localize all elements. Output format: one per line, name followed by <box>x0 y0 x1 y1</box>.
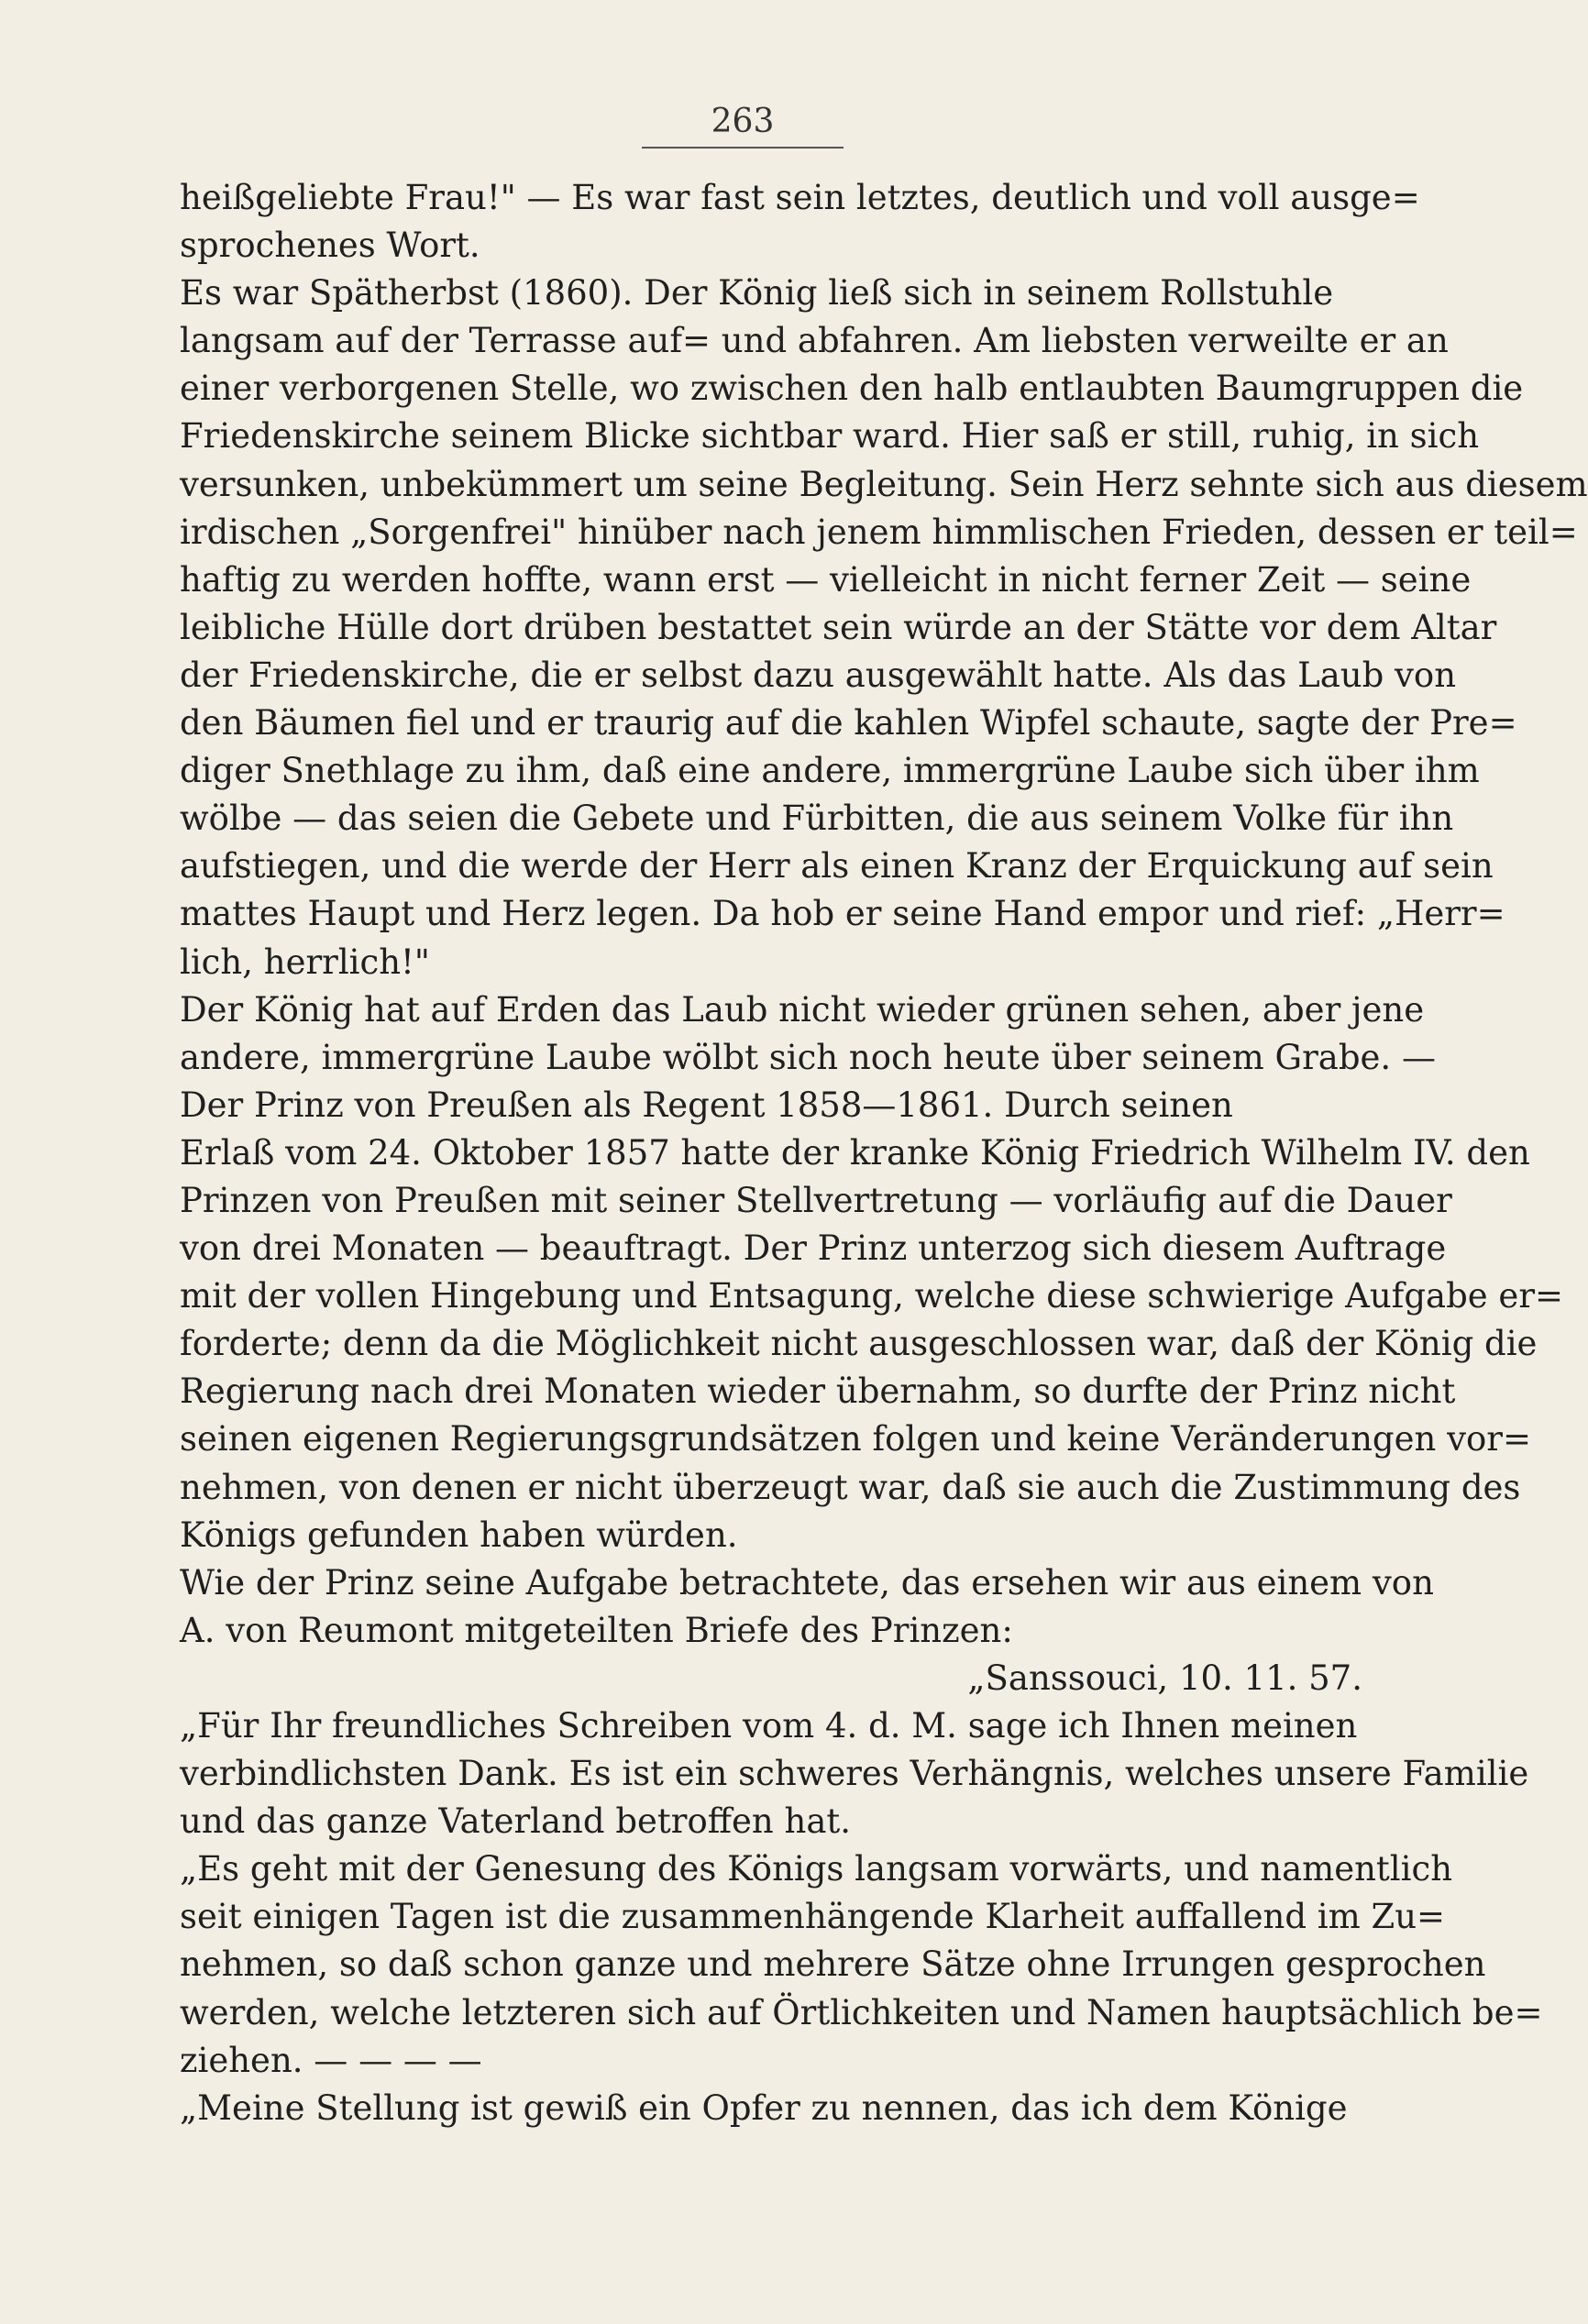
text-line: irdischen „Sorgenfrei" hinüber nach jenem himmlischen Frieden, dessen er teil= <box>180 512 1578 552</box>
text-line: aufstiegen, und die werde der Herr als einen Kranz der Erquickung auf sein <box>180 846 1494 887</box>
text-line: verbindlichsten Dank. Es ist ein schweres Verhängnis, welches unsere Familie <box>180 1754 1529 1794</box>
body-text <box>180 174 1588 2132</box>
text-line: Friedenskirche seinem Blicke sichtbar ward. Hier saß er still, ruhig, in sich <box>180 416 1480 457</box>
text-line: heißgeliebte Frau!" — Es war fast sein letztes, deutlich und voll ausge= <box>180 178 1420 217</box>
text-line: mit der vollen Hingebung und Entsagung, welche diese schwierige Aufgabe er= <box>180 1276 1564 1316</box>
text-line: diger Snethlage zu ihm, daß eine andere, immergrüne Laube sich über ihm <box>180 751 1480 791</box>
text-line: mattes Haupt und Herz legen. Da hob er seine Hand empor und rief: „Herr= <box>180 894 1505 934</box>
text-line: und das ganze Vaterland betroffen hat. <box>180 1801 852 1842</box>
text-line: Erlaß vom 24. Oktober 1857 hatte der kranke König Friedrich Wilhelm IV. den <box>180 1132 1530 1173</box>
text-line: Wie der Prinz seine Aufgabe betrachtete, das ersehen wir aus einem von <box>180 1562 1434 1603</box>
page-number: 263 <box>711 103 775 140</box>
text-line: werden, welche letzteren sich auf Örtlichkeiten und Namen hauptsächlich be= <box>180 1992 1543 2032</box>
text-line: forderte; denn da die Möglichkeit nicht ausgeschlossen war, daß der König die <box>180 1324 1538 1364</box>
text-line: leibliche Hülle dort drüben bestattet sein würde an der Stätte vor dem Altar <box>180 607 1497 647</box>
text-line: wölbe — das seien die Gebete und Fürbitten, die aus seinem Volke für ihn <box>180 799 1454 839</box>
text-line: sprochenes Wort. <box>180 226 480 266</box>
text-line: haftig zu werden hoffte, wann erst — vielleicht in nicht ferner Zeit — seine <box>180 559 1472 600</box>
text-line: lich, herrlich!" <box>180 942 430 982</box>
text-line: ziehen. — — — — <box>180 2040 482 2080</box>
text-line: andere, immergrüne Laube wölbt sich noch heute über seinem Grabe. — <box>180 1037 1436 1077</box>
text-line: seit einigen Tagen ist die zusammenhängende Klarheit auffallend im Zu= <box>180 1897 1446 1937</box>
text-line: versunken, unbekümmert um seine Begleitung. Sein Herz sehnte sich aus diesem <box>180 464 1588 504</box>
text-line: Regierung nach drei Monaten wieder übernahm, so durfte der Prinz nicht <box>180 1371 1456 1412</box>
text-line: A. von Reumont mitgeteilten Briefe des Prinzen: <box>180 1610 1013 1650</box>
letter-dateline: „Sanssouci, 10. 11. 57. <box>967 1658 1362 1698</box>
text-line: der Friedenskirche, die er selbst dazu ausgewählt hatte. Als das Laub von <box>180 655 1457 695</box>
section-heading-line: Der Prinz von Preußen als Regent 1858—1861. Durch seinen <box>180 1085 1233 1125</box>
text-line: von drei Monaten — beauftragt. Der Prinz unterzog sich diesem Auftrage <box>180 1228 1447 1269</box>
text-line: Es war Spätherbst (1860). Der König ließ sich in seinem Rollstuhle <box>180 273 1334 314</box>
text-line: den Bäumen fiel und er traurig auf die kahlen Wipfel schaute, sagte der Pre= <box>180 703 1517 743</box>
text-line: seinen eigenen Regierungsgrundsätzen folgen und keine Veränderungen vor= <box>180 1419 1531 1459</box>
text-line: Der König hat auf Erden das Laub nicht wieder grünen sehen, aber jene <box>180 989 1425 1030</box>
text-line: Königs gefunden haben würden. <box>180 1514 738 1555</box>
text-line: nehmen, so daß schon ganze und mehrere Sätze ohne Irrungen gesprochen <box>180 1944 1486 1985</box>
text-line: „Meine Stellung ist gewiß ein Opfer zu nennen, das ich dem Könige <box>180 2087 1348 2128</box>
text-line: Prinzen von Preußen mit seiner Stellvertretung — vorläufig auf die Dauer <box>180 1180 1452 1220</box>
text-line: nehmen, von denen er nicht überzeugt war, daß sie auch die Zustimmung des <box>180 1467 1521 1507</box>
text-line: langsam auf der Terrasse auf= und abfahren. Am liebsten verweilte er an <box>180 321 1449 361</box>
text-line: einer verborgenen Stelle, wo zwischen den halb entlaubten Baumgruppen die <box>180 369 1524 409</box>
text-line: „Für Ihr freundliches Schreiben vom 4. d. M. sage ich Ihnen meinen <box>180 1706 1358 1746</box>
text-line: „Es geht mit der Genesung des Königs langsam vorwärts, und namentlich <box>180 1849 1453 1889</box>
header-rule <box>642 147 844 149</box>
